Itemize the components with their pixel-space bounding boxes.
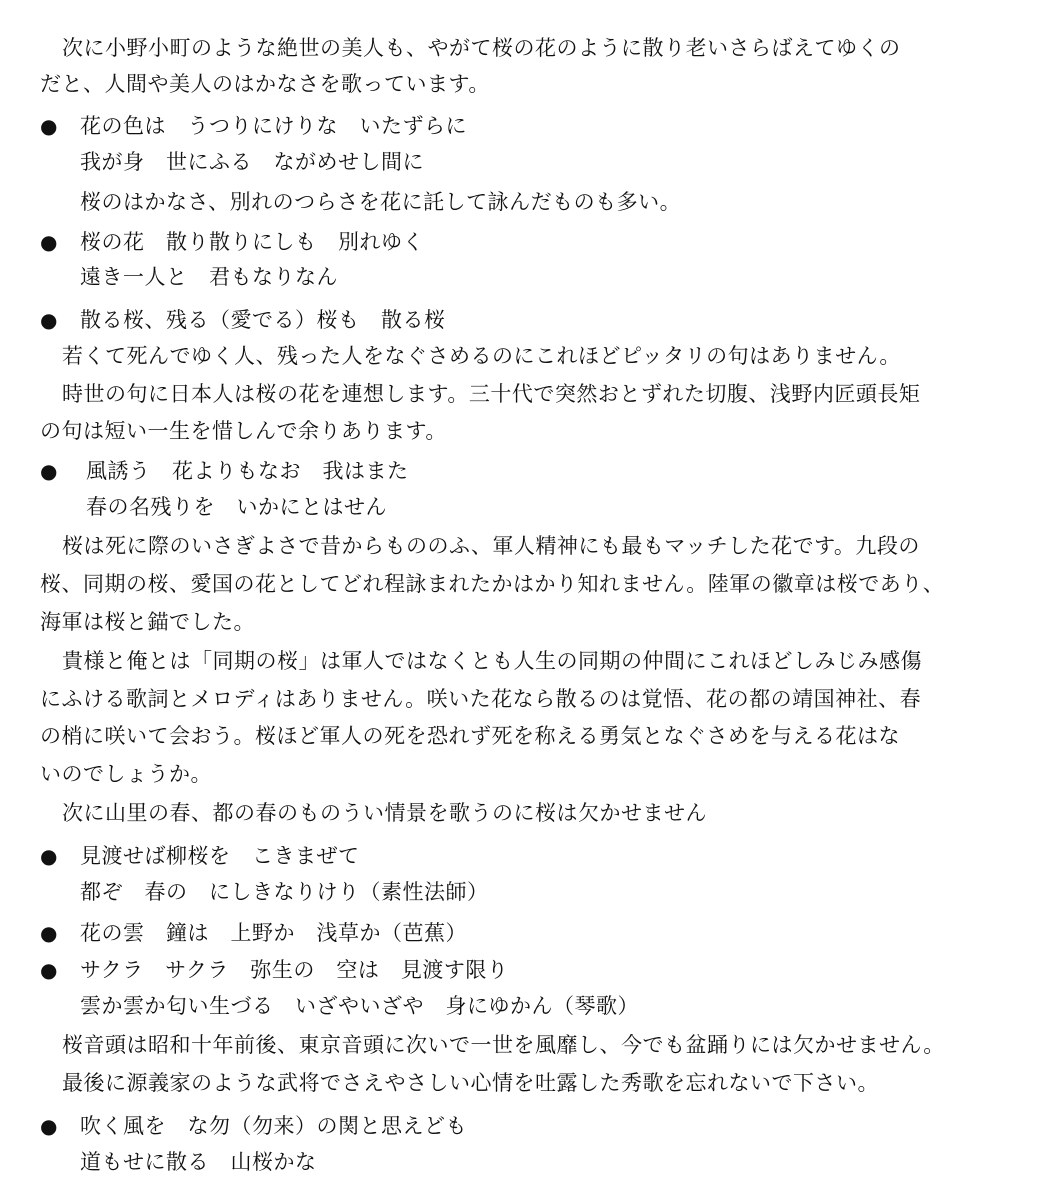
bullet-icon: ● — [40, 459, 58, 483]
poem-line: 雲か雲か匂い生づる いざやいざや 身にゆかん（琴歌） — [80, 994, 639, 1018]
paragraph-line: 次に小野小町のような絶世の美人も、やがて桜の花のように散り老いさらばえてゆくの — [62, 36, 901, 60]
poem-line: 桜の花 散り散りにしも 別れゆく — [80, 230, 424, 254]
poem-line: 遠き一人と 君もなりなん — [80, 265, 338, 289]
bullet-icon: ● — [40, 230, 58, 254]
poem-line: 風誘う 花よりもなお 我はまた — [86, 459, 409, 483]
paragraph-line: 最後に源義家のような武将でさえやさしい心情を吐露した秀歌を忘れないで下さい。 — [62, 1071, 879, 1095]
poem-line: 我が身 世にふる ながめせし間に — [80, 150, 424, 174]
paragraph-line: 桜は死に際のいさぎよさで昔からもののふ、軍人精神にも最もマッチした花です。九段の — [62, 534, 920, 558]
paragraph-line: だと、人間や美人のはかなさを歌っています。 — [40, 72, 490, 96]
paragraph-line: にふける歌詞とメロディはありません。咲いた花なら散るのは覚悟、花の都の靖国神社、春 — [40, 687, 922, 711]
poem-line: サクラ サクラ 弥生の 空は 見渡す限り — [80, 958, 509, 982]
poem-line: 吹く風を な勿（勿来）の関と思えども — [80, 1114, 467, 1138]
bullet-icon: ● — [40, 921, 58, 945]
paragraph-line: いのでしょうか。 — [40, 762, 212, 786]
bullet-icon: ● — [40, 308, 58, 332]
paragraph-line: 次に山里の春、都の春のものうい情景を歌うのに桜は欠かせません — [62, 801, 707, 825]
paragraph-line: 若くて死んでゆく人、残った人をなぐさめるのにこれほどピッタリの句はありません。 — [62, 344, 901, 368]
paragraph-line: 時世の句に日本人は桜の花を連想します。三十代で突然おとずれた切腹、浅野内匠頭長矩 — [62, 382, 921, 406]
bullet-icon: ● — [40, 958, 58, 982]
poem-line: 散る桜、残る（愛でる）桜も 散る桜 — [80, 308, 446, 332]
poem-line: 花の雲 鐘は 上野か 浅草か（芭蕉） — [80, 921, 467, 945]
paragraph-line: 貴様と俺とは「同期の桜」は軍人ではなくとも人生の同期の仲間にこれほどしみじみ感傷 — [62, 649, 922, 673]
bullet-icon: ● — [40, 114, 58, 138]
bullet-icon: ● — [40, 1114, 58, 1138]
poem-line: 桜のはかなさ、別れのつらさを花に託して詠んだものも多い。 — [80, 190, 682, 214]
poem-line: 見渡せば柳桜を こきまぜて — [80, 844, 360, 868]
poem-line: 春の名残りを いかにとはせん — [86, 495, 387, 519]
paragraph-line: の句は短い一生を惜しんで余りあります。 — [40, 419, 447, 443]
paragraph-line: の梢に咲いて会おう。桜ほど軍人の死を恐れず死を称える勇気となぐさめを与える花はな — [40, 724, 900, 748]
paragraph-line: 桜、同期の桜、愛国の花としてどれ程詠まれたかはかり知れません。陸軍の徽章は桜であり、 — [40, 572, 945, 596]
paragraph-line: 海軍は桜と錨でした。 — [40, 610, 255, 634]
poem-line: 花の色は うつりにけりな いたずらに — [80, 114, 467, 138]
poem-line: 道もせに散る 山桜かな — [80, 1150, 317, 1174]
bullet-icon: ● — [40, 844, 58, 868]
poem-line: 都ぞ 春の にしきなりけり（素性法師） — [80, 880, 489, 904]
paragraph-line: 桜音頭は昭和十年前後、東京音頭に次いで一世を風靡し、今でも盆踊りには欠かせません。 — [62, 1033, 945, 1057]
